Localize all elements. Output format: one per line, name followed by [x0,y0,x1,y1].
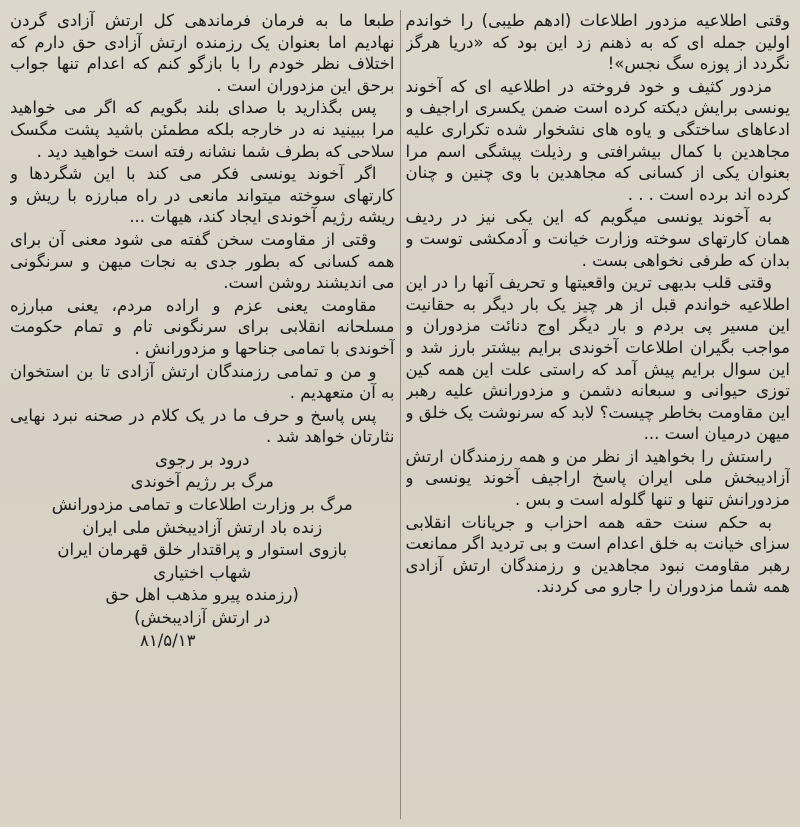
left-column [10,10,395,819]
signature-date: ۸۱/۵/۱۳ [140,630,196,650]
slogan-line: بازوی استوار و پراقتدار خلق قهرمان ایران [57,540,348,560]
slogan-line: درود بر رجوی [155,449,250,469]
slogan-line: مرگ بر رژیم آخوندی [130,472,274,492]
column-divider [400,10,401,819]
slogan-line: مرگ بر وزارت اطلاعات و تمامی مزدورانش [51,495,353,515]
paragraph: وقتی قلب بدیهی ترین واقعیتها و تحریف آنها را در این اطلاعیه خواندم قبل از هر چیز یک بار دیگر به حقانیت این مسیر پی بردم و بار دیگر اوج دنائت مزدوران و مواجب بگیران اطلاعات آخوندی برایم بیشتر بارز شد و این سوال برایم پیش آمد که راستی علت این همه کین توزی حیوانی و سبعانه دشمن و مزدورانش علیه رهبر این مقاومت بخاطر چیست؟ لابد که سرنوشت یک خلق و میهن درمیان است ... [405,273,790,444]
paragraph: وقتی از مقاومت سخن گفته می شود معنی آن برای همه کسانی که بطور جدی به نجات میهن و سرنگونی می اندیشند روشن است. [10,229,395,293]
right-column [406,10,791,819]
paragraph: اگر آخوند یونسی فکر می کند با این شگردها و کارتهای سوخته میتواند مانعی در راه مبارزه با ریش و ریشه رژیم آخوندی ایجاد کند، هیهات ... [10,164,395,227]
signature-block [10,449,395,651]
paragraph: پس بگذارید با صدای بلند بگویم که اگر می خواهید مرا ببینید نه در خارجه بلکه مطمئن باشید پشت مگسک سلاحی که بطرف شما نشانه رفته است خواهید دید . [10,98,395,161]
paragraph: وقتی اطلاعیه مزدور اطلاعات (ادهم طیبی) را خواندم اولین جمله ای که به ذهنم زد این بود که «دریا هرگز نگردد از پوزه سگ نجس»! [405,11,790,74]
paragraph: طبعا ما به فرمان فرماندهی کل ارتش آزادی گردن نهادیم اما بعنوان یک رزمنده ارتش آزادی حق دارم که اختلاف نظر خودم را با بازگو کنم که اعدام تنها جواب برحق این مزدوران است . [10,11,395,95]
paragraph: پس پاسخ و حرف ما در یک کلام در صحنه نبرد نهایی نثارتان خواهد شد . [10,405,395,447]
paragraph: به حکم سنت حقه همه احزاب و جریانات انقلابی سزای خیانت به خلق اعدام است و بی تردید اگر ممانعت رهبر مقاومت نبود مجاهدین و رزمندگان ارتش آزادی همه شما مزدوران را جارو می کردند. [405,512,790,597]
paragraph: مزدور کثیف و خود فروخته در اطلاعیه ای که آخوند یونسی برایش دیکته کرده است ضمن یکسری اراجیف و ادعاهای ساختگی و یاوه های نشخوار شده تکراری علیه مجاهدین با کمال بیشرافتی و رذیلت پیشگی اسم مرا بعنوان یکی از کسانی که مجاهدین با وی چنین و چنان کرده اند برده است . . . [405,76,790,204]
author-title: در ارتش آزادیبخش) [134,608,271,628]
paragraph: راستش را بخواهید از نظر من و همه رزمندگان ارتش آزادیبخش ملی ایران پاسخ اراجیف آخوند یونسی و مزدورانش تنها و تنها گلوله است و بس . [405,446,790,510]
author-title: (رزمنده پیرو مذهب اهل حق [105,585,299,605]
slogan-line: زنده باد ارتش آزادیبخش ملی ایران [82,517,323,537]
paragraph: مقاومت یعنی عزم و اراده مردم، یعنی مبارزه مسلحانه انقلابی برای سرنگونی تام و تمام حکومت آخوندی با تمامی جناحها و مزدورانش . [10,295,395,358]
paragraph: به آخوند یونسی میگویم که این یکی نیز در ردیف همان کارتهای سوخته وزارت خیانت و آدمکشی توست و بدان که طرفی نخواهی بست . [405,207,790,270]
paragraph: و من و تمامی رزمندگان ارتش آزادی تا بن استخوان به آن متعهدیم . [10,361,395,403]
author-name: شهاب اختیاری [153,562,252,582]
